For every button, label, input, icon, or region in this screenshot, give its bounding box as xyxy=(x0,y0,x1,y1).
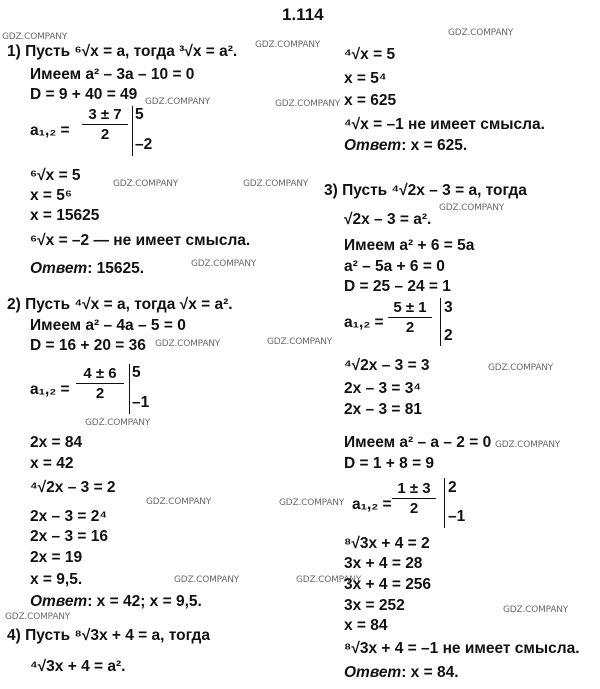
watermark: GDZ.COMPANY xyxy=(191,259,257,269)
p2-fraction xyxy=(76,365,124,402)
p2-line-6: ⁴√2x – 3 = 2 xyxy=(30,479,116,496)
p1-root-2: –2 xyxy=(135,136,153,153)
p1-line-1: 1) Пусть ⁶√x = a, тогда ³√x = a². xyxy=(7,43,238,60)
p2-line-2: Имеем a² – 4a – 5 = 0 xyxy=(30,317,186,334)
fraction-bar xyxy=(82,124,128,125)
p3-line-7: 2x – 3 = 3⁴ xyxy=(344,380,422,397)
p3-root-2: 2 xyxy=(444,327,453,344)
answer-word: Ответ xyxy=(30,593,88,610)
p1-line-6: x = 15625 xyxy=(30,207,100,224)
p1-a-label: a₁,₂ = xyxy=(30,122,70,139)
watermark: GDZ.COMPANY xyxy=(255,40,321,50)
watermark: GDZ.COMPANY xyxy=(85,418,151,428)
watermark: GDZ.COMPANY xyxy=(267,337,333,347)
p4-line-2: ⁴√3x + 4 = a². xyxy=(30,658,126,675)
p2-answer xyxy=(30,593,202,611)
p3-line-8: 2x – 3 = 81 xyxy=(344,401,422,418)
roots-bracket xyxy=(444,478,445,528)
p2-root-2: –1 xyxy=(132,394,150,411)
p4r-answer xyxy=(344,664,459,682)
answer-word: Ответ xyxy=(344,664,402,681)
roots-bracket xyxy=(129,364,130,414)
p1-fraction xyxy=(82,106,128,143)
p2-line-3: D = 16 + 20 = 36 xyxy=(30,337,146,354)
p2-line-4: 2x = 84 xyxy=(30,434,83,451)
fraction-denominator: 2 xyxy=(100,126,110,143)
p3-line-2: √2x – 3 = a². xyxy=(344,211,432,228)
p4r-line-6: 3x = 252 xyxy=(344,597,405,614)
watermark: GDZ.COMPANY xyxy=(439,203,505,213)
watermark: GDZ.COMPANY xyxy=(2,32,68,42)
p4r-root-2: –1 xyxy=(448,508,466,525)
p2-a-label: a₁,₂ = xyxy=(30,381,70,398)
p1-answer xyxy=(30,260,144,278)
p4r-line-4: 3x + 4 = 28 xyxy=(344,555,423,572)
p2-root-1: 5 xyxy=(132,364,141,381)
fraction-denominator: 2 xyxy=(409,500,419,517)
problem-number: 1.114 xyxy=(282,5,324,24)
p3-line-5: D = 25 – 24 = 1 xyxy=(344,278,451,295)
r-top-line-3: x = 625 xyxy=(344,92,397,109)
fraction-denominator: 2 xyxy=(405,319,415,336)
p4r-line-3: ⁸√3x + 4 = 2 xyxy=(344,535,430,552)
p3-line-4: a² – 5a + 6 = 0 xyxy=(344,258,445,275)
fraction-numerator: 4 ± 6 xyxy=(83,365,117,382)
answer-value: : 15625. xyxy=(87,260,145,277)
p2-line-9: 2x = 19 xyxy=(30,549,83,566)
watermark: GDZ.COMPANY xyxy=(5,612,71,622)
fraction-numerator: 1 ± 3 xyxy=(397,480,431,497)
p1-line-2: Имеем a² – 3a – 10 = 0 xyxy=(30,66,195,83)
p4r-fraction xyxy=(392,480,436,517)
watermark: GDZ.COMPANY xyxy=(243,179,309,189)
watermark: GDZ.COMPANY xyxy=(155,339,221,349)
answer-value: : x = 625. xyxy=(401,137,468,154)
r-top-line-1: ⁴√x = 5 xyxy=(344,46,396,63)
watermark: GDZ.COMPANY xyxy=(488,363,554,373)
answer-value: : x = 42; x = 9,5. xyxy=(87,593,202,610)
answer-word: Ответ xyxy=(344,137,402,154)
r-top-line-4: ⁴√x = –1 не имеет смысла. xyxy=(344,116,545,133)
answer-word: Ответ xyxy=(30,260,88,277)
r-top-answer xyxy=(344,137,467,155)
fraction-bar xyxy=(392,498,436,499)
p3-line-6: ⁴√2x – 3 = 3 xyxy=(344,357,430,374)
p3-line-3: Имеем a² + 6 = 5a xyxy=(344,237,475,254)
p3-fraction xyxy=(388,299,432,336)
p4r-line-8: ⁸√3x + 4 = –1 не имеет смысла. xyxy=(344,640,580,657)
answer-value: : x = 84. xyxy=(401,664,459,681)
p3-root-1: 3 xyxy=(444,299,453,316)
p4r-line-5: 3x + 4 = 256 xyxy=(344,576,432,593)
p4r-line-2: D = 1 + 8 = 9 xyxy=(344,455,435,472)
watermark: GDZ.COMPANY xyxy=(503,605,569,615)
p3-a-label: a₁,₂ = xyxy=(344,314,384,331)
watermark: GDZ.COMPANY xyxy=(146,497,212,507)
p1-line-4: ⁶√x = 5 xyxy=(30,167,81,184)
p4r-a-label: a₁,₂ = xyxy=(352,496,392,513)
watermark: GDZ.COMPANY xyxy=(113,179,179,189)
p1-line-7: ⁶√x = –2 — не имеет смысла. xyxy=(30,232,251,249)
roots-bracket xyxy=(440,298,441,346)
p2-line-5: x = 42 xyxy=(30,455,74,472)
fraction-bar xyxy=(388,317,432,318)
watermark: GDZ.COMPANY xyxy=(174,575,240,585)
p1-line-5: x = 5⁶ xyxy=(30,187,73,204)
fraction-bar xyxy=(76,383,124,384)
p1-line-3: D = 9 + 40 = 49 xyxy=(30,86,138,103)
watermark: GDZ.COMPANY xyxy=(279,498,345,508)
fraction-numerator: 3 ± 7 xyxy=(88,106,122,123)
watermark: GDZ.COMPANY xyxy=(448,28,514,38)
p2-line-1: 2) Пусть ⁴√x = a, тогда √x = a². xyxy=(7,296,233,313)
roots-bracket xyxy=(132,106,133,156)
p2-line-10: x = 9,5. xyxy=(30,571,83,588)
p4r-root-1: 2 xyxy=(448,479,457,496)
p2-line-7: 2x – 3 = 2⁴ xyxy=(30,508,108,525)
watermark: GDZ.COMPANY xyxy=(495,440,561,450)
p2-line-8: 2x – 3 = 16 xyxy=(30,528,108,545)
watermark: GDZ.COMPANY xyxy=(275,99,341,109)
watermark: GDZ.COMPANY xyxy=(296,575,362,585)
r-top-line-2: x = 5⁴ xyxy=(344,70,387,87)
p3-line-1: 3) Пусть ⁴√2x – 3 = a, тогда xyxy=(324,182,527,199)
p4-line-1: 4) Пусть ⁸√3x + 4 = a, тогда xyxy=(7,627,210,644)
fraction-numerator: 5 ± 1 xyxy=(393,299,427,316)
p1-root-1: 5 xyxy=(135,106,144,123)
p4r-line-1: Имеем a² – a – 2 = 0 xyxy=(344,434,492,451)
fraction-denominator: 2 xyxy=(95,385,105,402)
watermark: GDZ.COMPANY xyxy=(145,97,211,107)
p4r-line-7: x = 84 xyxy=(344,617,388,634)
